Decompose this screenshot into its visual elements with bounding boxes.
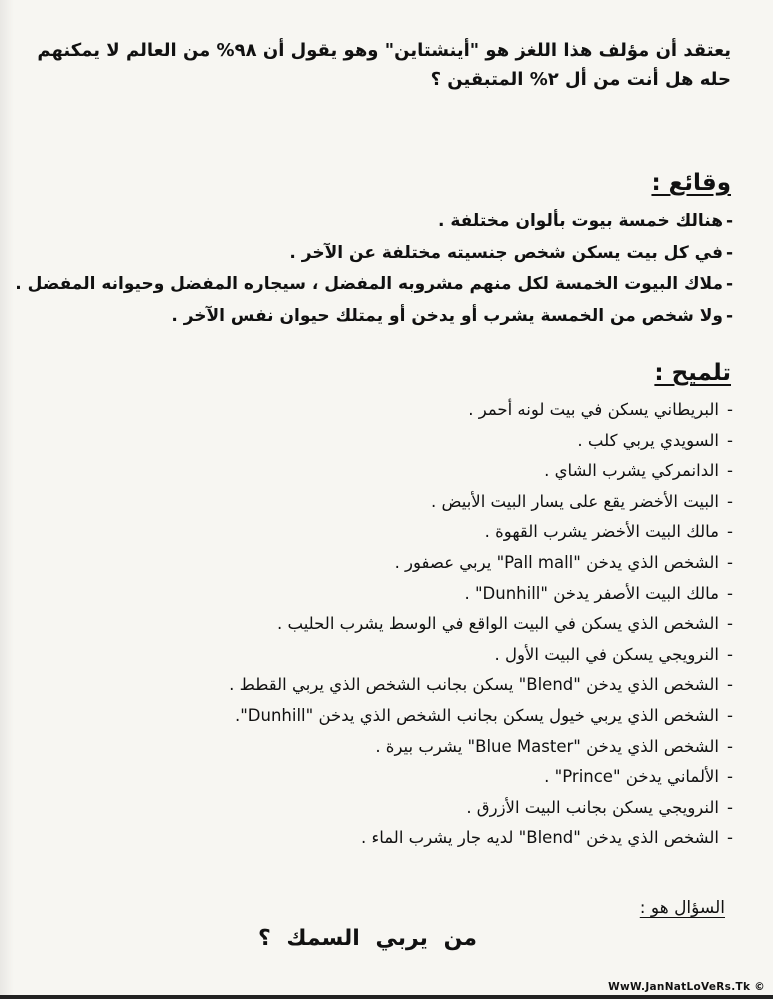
- list-item: -الشخص الذي يدخن "Blend" لديه جار يشرب الماء .: [360, 828, 733, 848]
- list-item: -الألماني يدخن "Prince" .: [544, 767, 733, 787]
- watermark: WwW.JanNatLoVeRs.Tk ©: [608, 981, 765, 993]
- list-item: -هنالك خمسة بيوت بألوان مختلفة .: [437, 211, 733, 231]
- list-item: -الدانمركي يشرب الشاي .: [544, 461, 733, 481]
- facts-list: [13, 206, 733, 332]
- list-item: -الشخص الذي يسكن في البيت الواقع في الوسط يشرب الحليب .: [277, 614, 733, 634]
- list-item: -الشخص الذي يربي خيول يسكن بجانب الشخص الذي يدخن "Dunhill".: [234, 705, 733, 725]
- list-item: -النرويجي يسكن في البيت الأول .: [494, 644, 733, 664]
- hints-list: [13, 395, 733, 854]
- list-item: -البريطاني يسكن في بيت لونه أحمر .: [468, 400, 733, 419]
- list-item: -في كل بيت يسكن شخص جنسيته مختلفة عن الآخر .: [289, 242, 733, 263]
- list-item: -الشخص الذي يدخن "Blue Master" يشرب بيرة .: [375, 736, 733, 756]
- list-item: -السويدي يربي كلب .: [577, 430, 733, 450]
- list-item: -مالك البيت الأخضر يشرب القهوة .: [484, 522, 733, 542]
- list-item: -ولا شخص من الخمسة يشرب أو يدخن أو يمتلك حيوان نفس الآخر .: [171, 305, 733, 326]
- list-item: -ملاك البيوت الخمسة لكل منهم مشروبه المفضل ، سيجاره المفضل وحيوانه المفضل .: [15, 274, 733, 294]
- list-item: -مالك البيت الأصفر يدخن "Dunhill" .: [464, 583, 733, 603]
- list-item: -النرويجي يسكن بجانب البيت الأزرق .: [466, 797, 733, 817]
- list-item: -البيت الأخضر يقع على يسار البيت الأبيض .: [431, 491, 733, 511]
- intro-paragraph: يعتقد أن مؤلف هذا اللغز هو "أينشتاين" وهو يقول أن ٩٨% من العالم لا يمكنهم حله هل أنت من أل ٢% المتبقين ؟: [37, 40, 731, 90]
- page-edge-shadow: [0, 0, 14, 999]
- question-text: من يربي السمك ؟: [257, 926, 477, 951]
- question-label: السؤال هو :: [639, 898, 725, 918]
- hints-heading: تلميح :: [654, 360, 731, 386]
- scan-bottom-edge: [0, 995, 773, 999]
- list-item: -الشخص الذي يدخن "Blend" يسكن بجانب الشخص الذي يربي القطط .: [229, 675, 733, 695]
- facts-heading: وقائع :: [651, 170, 731, 196]
- list-item: -الشخص الذي يدخن "Pall mall" يربي عصفور .: [394, 552, 733, 572]
